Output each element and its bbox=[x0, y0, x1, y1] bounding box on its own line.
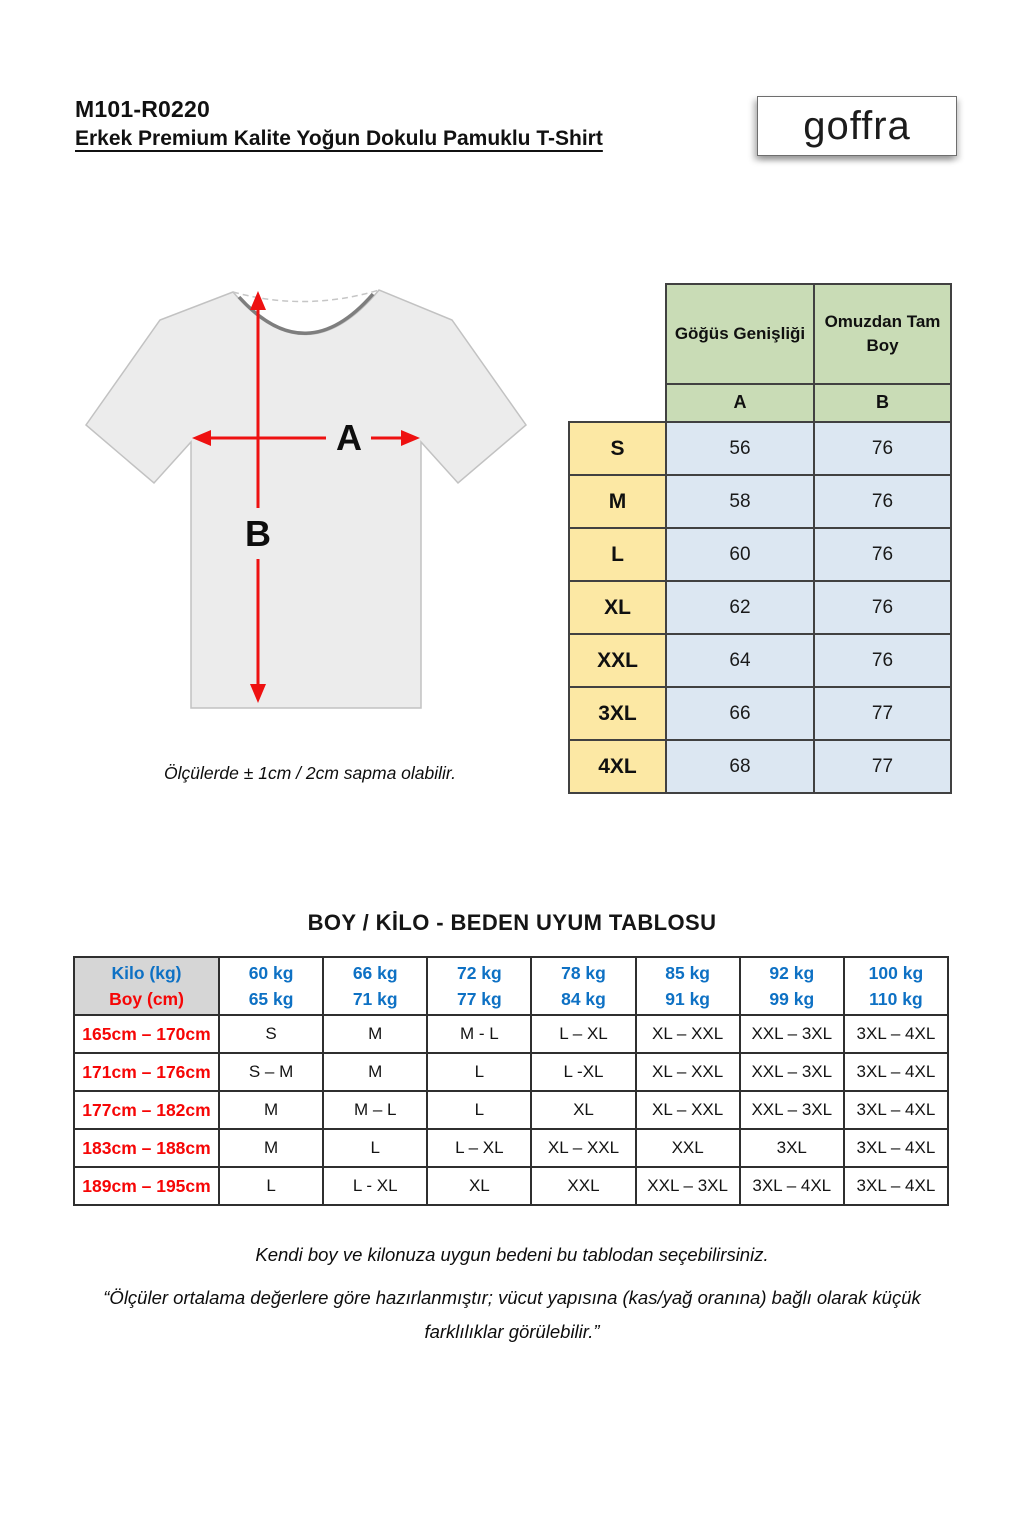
size-cell: S – M bbox=[219, 1053, 323, 1091]
size-measurement-table bbox=[568, 283, 952, 794]
chest-value: 58 bbox=[666, 475, 814, 528]
size-cell: M – L bbox=[323, 1091, 427, 1129]
size-cell: 3XL – 4XL bbox=[740, 1167, 844, 1205]
height-range-label: 189cm – 195cm bbox=[74, 1167, 219, 1205]
corner-kilo-label: Kilo (kg) bbox=[111, 962, 182, 983]
weight-col-header: 60 kg 65 kg bbox=[219, 957, 323, 1015]
size-cell: L bbox=[427, 1053, 531, 1091]
subheader-a: A bbox=[666, 384, 814, 422]
chest-value: 64 bbox=[666, 634, 814, 687]
length-value: 76 bbox=[814, 581, 951, 634]
size-cell: S bbox=[219, 1015, 323, 1053]
size-label: 4XL bbox=[569, 740, 666, 793]
weight-col-header: 92 kg 99 kg bbox=[740, 957, 844, 1015]
length-value: 77 bbox=[814, 687, 951, 740]
size-label: L bbox=[569, 528, 666, 581]
fit-table-title: BOY / KİLO - BEDEN UYUM TABLOSU bbox=[307, 910, 717, 935]
size-cell: L – XL bbox=[531, 1015, 635, 1053]
size-cell: 3XL – 4XL bbox=[844, 1091, 948, 1129]
brand-logo-text: goffra bbox=[803, 103, 911, 148]
height-range-label: 183cm – 188cm bbox=[74, 1129, 219, 1167]
size-cell: 3XL bbox=[740, 1129, 844, 1167]
table-row bbox=[569, 581, 951, 634]
size-cell: XL – XXL bbox=[636, 1091, 740, 1129]
size-cell: L bbox=[219, 1167, 323, 1205]
size-cell: XXL bbox=[636, 1129, 740, 1167]
table-row bbox=[569, 528, 951, 581]
label-a: A bbox=[336, 417, 362, 458]
chest-value: 68 bbox=[666, 740, 814, 793]
chest-value: 60 bbox=[666, 528, 814, 581]
empty-corner-cell bbox=[569, 384, 666, 422]
table-row bbox=[569, 422, 951, 475]
empty-corner-cell bbox=[569, 284, 666, 384]
subheader-b: B bbox=[814, 384, 951, 422]
table-row bbox=[569, 740, 951, 793]
size-cell: XL – XXL bbox=[636, 1015, 740, 1053]
weight-col-header: 78 kg 84 kg bbox=[531, 957, 635, 1015]
size-cell: 3XL – 4XL bbox=[844, 1167, 948, 1205]
size-cell: XXL – 3XL bbox=[636, 1167, 740, 1205]
table-row bbox=[74, 1015, 948, 1053]
weight-col-header: 100 kg 110 kg bbox=[844, 957, 948, 1015]
table-row bbox=[74, 1053, 948, 1091]
tshirt-shape bbox=[86, 290, 526, 708]
size-cell: M bbox=[219, 1129, 323, 1167]
size-cell: XXL – 3XL bbox=[740, 1091, 844, 1129]
weight-col-header: 72 kg 77 kg bbox=[427, 957, 531, 1015]
size-cell: L -XL bbox=[531, 1053, 635, 1091]
size-cell: M bbox=[323, 1015, 427, 1053]
tshirt-measurement-diagram bbox=[60, 270, 540, 740]
table-row bbox=[74, 1091, 948, 1129]
size-cell: L bbox=[427, 1091, 531, 1129]
table-row bbox=[569, 475, 951, 528]
size-cell: L - XL bbox=[323, 1167, 427, 1205]
size-cell: XXL bbox=[531, 1167, 635, 1205]
weight-col-header: 85 kg 91 kg bbox=[636, 957, 740, 1015]
disclaimer-note: “Ölçüler ortalama değerlere göre hazırlanmıştır; vücut yapısına (kas/yağ oranına) bağlı olarak küçük farklılıklar görülebilir.” bbox=[103, 1287, 921, 1342]
label-b: B bbox=[245, 513, 271, 554]
size-cell: 3XL – 4XL bbox=[844, 1015, 948, 1053]
length-value: 77 bbox=[814, 740, 951, 793]
height-range-label: 171cm – 176cm bbox=[74, 1053, 219, 1091]
size-label: S bbox=[569, 422, 666, 475]
table-row bbox=[569, 634, 951, 687]
weight-col-header: 66 kg 71 kg bbox=[323, 957, 427, 1015]
height-range-label: 165cm – 170cm bbox=[74, 1015, 219, 1053]
table-row bbox=[569, 687, 951, 740]
fit-table-header-row bbox=[74, 957, 948, 1015]
size-cell: XL – XXL bbox=[531, 1129, 635, 1167]
brand-logo-box bbox=[757, 96, 957, 156]
size-cell: M bbox=[219, 1091, 323, 1129]
fit-advice-note: Kendi boy ve kilonuza uygun bedeni bu tablodan seçebilirsiniz. bbox=[255, 1244, 769, 1265]
col-header-length: Omuzdan Tam Boy bbox=[814, 284, 951, 384]
table-row bbox=[74, 1167, 948, 1205]
size-cell: M bbox=[323, 1053, 427, 1091]
corner-boy-label: Boy (cm) bbox=[109, 989, 184, 1009]
size-cell: XL – XXL bbox=[636, 1053, 740, 1091]
size-cell: XL bbox=[531, 1091, 635, 1129]
chest-value: 62 bbox=[666, 581, 814, 634]
size-cell: 3XL – 4XL bbox=[844, 1129, 948, 1167]
size-label: M bbox=[569, 475, 666, 528]
size-cell: L – XL bbox=[427, 1129, 531, 1167]
size-cell: XXL – 3XL bbox=[740, 1015, 844, 1053]
size-label: 3XL bbox=[569, 687, 666, 740]
chest-value: 56 bbox=[666, 422, 814, 475]
height-range-label: 177cm – 182cm bbox=[74, 1091, 219, 1129]
col-header-chest: Göğüs Genişliği bbox=[666, 284, 814, 384]
tolerance-note: Ölçülerde ± 1cm / 2cm sapma olabilir. bbox=[164, 763, 456, 783]
size-cell: M - L bbox=[427, 1015, 531, 1053]
corner-cell bbox=[74, 957, 219, 1015]
length-value: 76 bbox=[814, 422, 951, 475]
length-value: 76 bbox=[814, 475, 951, 528]
table-row bbox=[74, 1129, 948, 1167]
size-label: XXL bbox=[569, 634, 666, 687]
size-cell: L bbox=[323, 1129, 427, 1167]
chest-value: 66 bbox=[666, 687, 814, 740]
size-cell: XXL – 3XL bbox=[740, 1053, 844, 1091]
product-title: Erkek Premium Kalite Yoğun Dokulu Pamuklu T-Shirt bbox=[75, 127, 603, 150]
size-cell: 3XL – 4XL bbox=[844, 1053, 948, 1091]
length-value: 76 bbox=[814, 528, 951, 581]
height-weight-fit-table bbox=[73, 956, 949, 1206]
size-cell: XL bbox=[427, 1167, 531, 1205]
product-code: M101-R0220 bbox=[75, 96, 210, 122]
length-value: 76 bbox=[814, 634, 951, 687]
size-label: XL bbox=[569, 581, 666, 634]
